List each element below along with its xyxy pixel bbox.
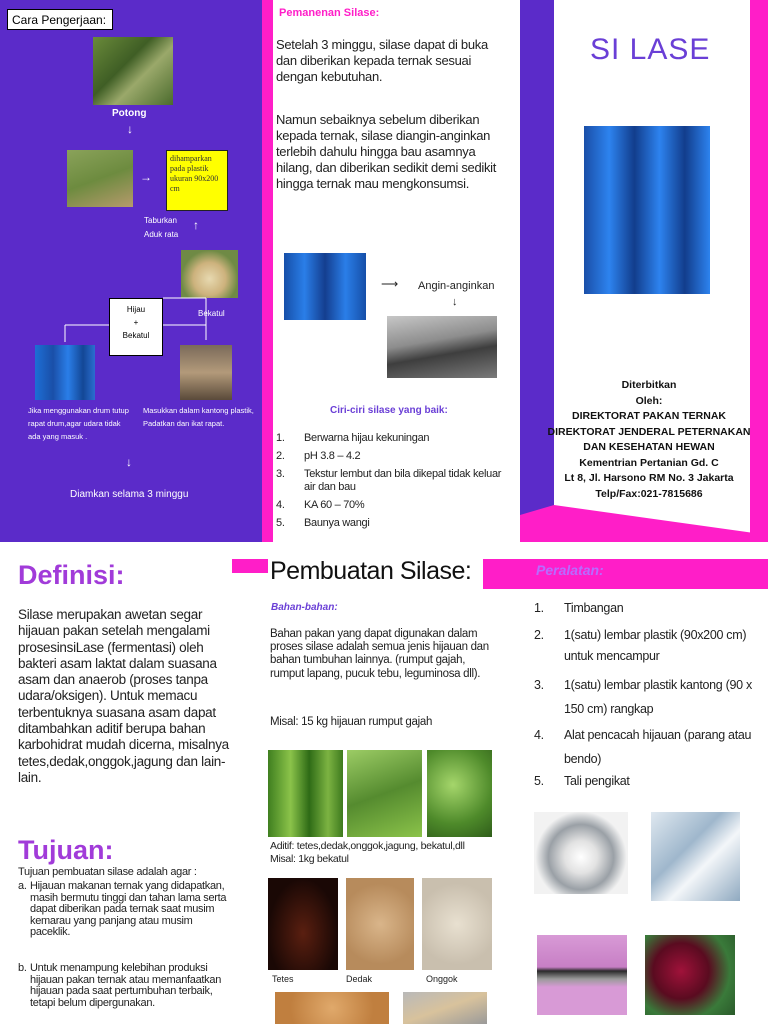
label-onggok: Onggok [426, 974, 458, 984]
peralatan-pink-bar [483, 559, 768, 589]
publisher [530, 378, 768, 502]
ciri-item: 3. Tekstur lembut dan bila dikepal tidak keluar air dan bau [276, 468, 502, 493]
cara-title: Cara Pengerjaan: [12, 13, 107, 27]
arrow-right-2: ⟶ [381, 277, 399, 291]
mix-line-2: + [133, 318, 139, 327]
arrow-down-1: ↓ [127, 122, 133, 136]
caption-drum: Jika menggunakan drum tutup rapat drum,agar udara tidak ada yang masuk . [28, 406, 129, 441]
peralatan-title: Peralatan: [536, 562, 604, 578]
pub-line-3: DIREKTORAT PAKAN TERNAK [572, 410, 726, 422]
label-diamkan: Diamkan selama 3 minggu [70, 489, 189, 500]
ciri-title: Ciri-ciri silase yang baik: [330, 405, 448, 416]
tujuan-intro: Tujuan pembuatan silase adalah agar : [18, 866, 197, 878]
pink-strip-left [262, 0, 273, 542]
arrow-right-1: → [140, 170, 152, 184]
label-tabur: Taburkan [144, 216, 177, 225]
peralatan-item: 1. Timbangan [534, 601, 624, 615]
photo-tetes [268, 878, 338, 970]
tujuan-a-mark: a. [18, 880, 27, 892]
pub-line-6: Kementrian Pertanian Gd. C [579, 456, 719, 469]
tujuan-item-b [18, 963, 233, 1009]
tujuan-title: Tujuan: [18, 835, 114, 865]
photo-drums-open [284, 253, 366, 320]
arrow-down-2: ↓ [126, 455, 132, 469]
photo-cattle-feeding [387, 316, 497, 378]
pemanenan-para-1: Setelah 3 minggu, silase dapat di buka dan diberikan kepada ternak sesuai dengan kebutuhan. [276, 37, 488, 84]
arrow-up-1: ↑ [193, 218, 199, 232]
photo-people-plastic [180, 345, 232, 400]
cover-bottom-band [520, 505, 768, 542]
ciri-item: 1. Berwarna hijau kekuningan [276, 432, 430, 444]
label-tetes: Tetes [272, 974, 294, 984]
pembuatan-pink-bar-left [232, 559, 268, 573]
photo-cover-drums [584, 126, 710, 294]
pub-line-8: Telp/Fax:021-7815686 [595, 487, 703, 500]
pemanenan-title: Pemanenan Silase: [279, 7, 380, 19]
ciri-item: 2. pH 3.8 – 4.2 [276, 450, 361, 462]
photo-rumput-2 [347, 750, 422, 837]
label-potong: Potong [112, 108, 147, 119]
label-dedak: Dedak [346, 974, 373, 984]
arrow-down-3: ↓ [452, 296, 458, 308]
tujuan-a-text: Hijauan makanan ternak yang didapatkan, masih bermutu tinggi dan tahan lama serta dapat diberikan pada ternak saat musim kemarau yang panjang atau musim paceklik. [30, 880, 227, 938]
peralatan-list [534, 600, 762, 789]
photo-leguminosa [427, 750, 492, 837]
mix-line-3: Bekatul [122, 331, 150, 340]
label-aduk: Aduk rata [144, 230, 179, 239]
pub-line-4: DIREKTORAT JENDERAL PETERNAKAN [547, 425, 751, 438]
cover-title: SI LASE [590, 33, 711, 66]
peralatan-item: 5. Tali pengikat [534, 774, 630, 788]
photo-jagung [275, 992, 389, 1024]
peralatan-item: 4. Alat pencacah hijauan (parang atau bendo) [534, 728, 752, 766]
peralatan-item: 3. 1(satu) lembar plastik kantong (90 x 150 cm) rangkap [534, 678, 752, 716]
pembuatan-title: Pembuatan Silase: [270, 557, 472, 585]
photo-bekatul-scoop [403, 992, 487, 1024]
photo-parang [537, 935, 627, 1015]
tujuan-b-text: Untuk menampung kelebihan produksi hijauan pakan ternak atau memanfaatkan hijauan pada saat pertumbuhan terbaik, tetapi belum dipergunakan. [30, 962, 222, 1009]
pub-line-7: Lt 8, Jl. Harsono RM No. 3 Jakarta [564, 472, 734, 484]
peralatan-item: 2. 1(satu) lembar plastik (90x200 cm) untuk mencampur [534, 628, 747, 663]
ciri-item: 4. KA 60 – 70% [276, 499, 365, 511]
pub-line-2: Oleh: [635, 394, 663, 407]
pub-line-5: DAN KESEHATAN HEWAN [583, 441, 715, 453]
misal-text: Misal: 15 kg hijauan rumput gajah [270, 716, 433, 728]
misal2-text: Misal: 1kg bekatul [270, 853, 349, 865]
aditif-text: Aditif: tetes,dedak,onggok,jagung, bekatul,dll [270, 840, 465, 852]
tujuan-item-a [18, 881, 233, 939]
label-bekatul: Bekatul [198, 309, 225, 318]
bahan-text: Bahan pakan yang dapat digunakan dalam proses silase adalah semua jenis hijauan dan bahan tumbuhan lainnya. (rumput gajah, rumput lapang, pucuk tebu, leguminosa dll). [270, 628, 489, 680]
photo-plastik [651, 812, 740, 901]
photo-tali [645, 935, 735, 1015]
ciri-item: 5. Baunya wangi [276, 517, 370, 529]
pub-line-1: Diterbitkan [621, 379, 677, 391]
tujuan-b-mark: b. [18, 962, 27, 974]
bahan-title: Bahan-bahan: [271, 602, 338, 613]
mix-line-1: Hijau [126, 305, 146, 314]
label-angin: Angin-anginkan [418, 280, 495, 292]
flow-lines [0, 0, 262, 360]
photo-dedak [346, 878, 414, 970]
yellow-box-text: dihamparkan pada plastik ukuran 90x200 cm [170, 154, 219, 193]
photo-rumput-1 [268, 750, 343, 837]
definisi-title: Definisi: [18, 560, 125, 590]
photo-timbangan [534, 812, 628, 894]
photo-onggok [422, 878, 492, 970]
pemanenan-para-2: Namun sebaiknya sebelum diberikan kepada ternak, silase diangin-anginkan terlebih dahulu hingga bau asamnya hilang, dan diberikan sedikit demi sedikit hingga ternak mau mengkonsumsi. [276, 112, 497, 191]
caption-plastic: Masukkan dalam kantong plastik, Padatkan dan ikat rapat. [143, 406, 254, 428]
definisi-text: Silase merupakan awetan segar hijauan pakan setelah mengalami prosesinsiLase (fermentasi) oleh bakteri asam laktat dalam suasana asam dan anaerob (proses tanpa udara/oksigen). Untuk memacu terbentuknya suasana asam dapat ditambahkan aditif berupa bahan karbohidrat mudah dicerna, misalnya tetes,dedak,onggok,jagung dan lain-lain. [18, 607, 229, 785]
photo-drums-small [35, 345, 95, 400]
ciri-list [276, 432, 510, 535]
